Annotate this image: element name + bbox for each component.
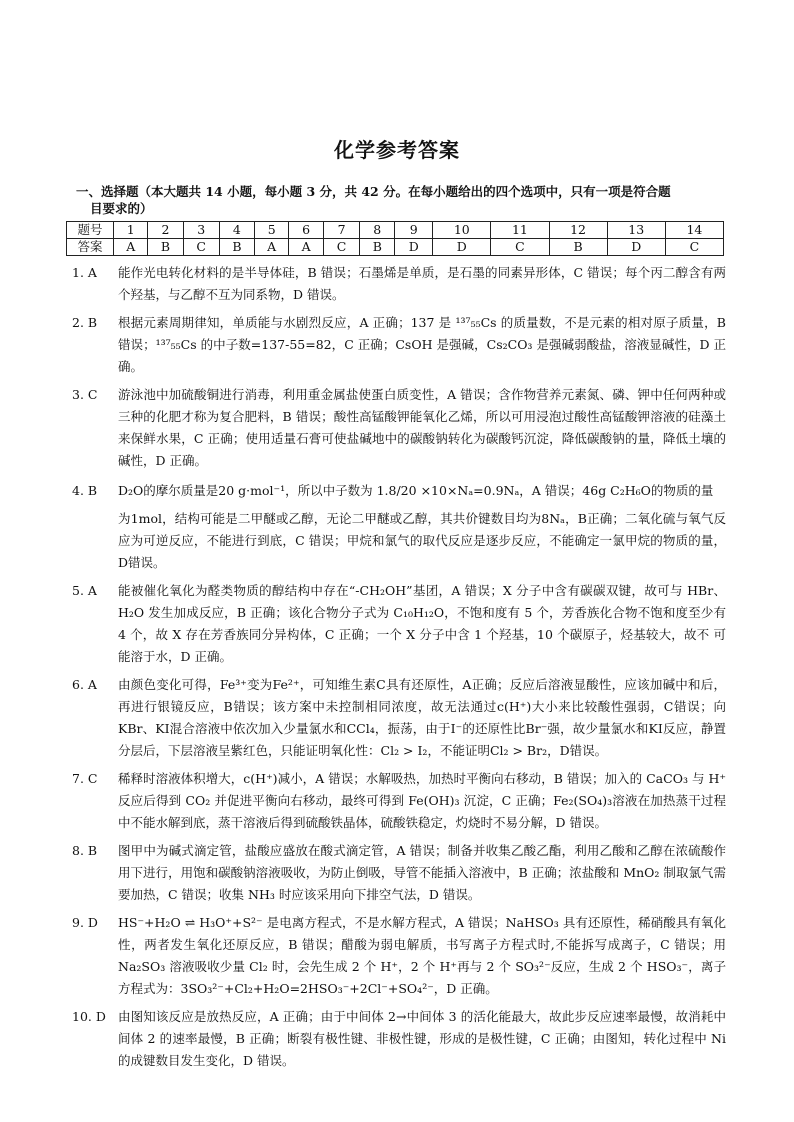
explanation-item-8 xyxy=(72,840,726,906)
item-text: 稀释时溶液体积增大，c(H⁺)减小，A 错误；水解吸热，加热时平衡向右移动，B 错误；加入的 CaCO₃ 与 H⁺反应后得到 CO₂ 并促进平衡向右移动，最终可得到 Fe(OH)₃ 沉淀，C 正确；Fe₂(SO₄)₃溶液在加热蒸干过程中不能水解到底，蒸干溶液后得到硫酸铁晶体，硫酸铁稳定，灼烧时不易分解，D 错误。 xyxy=(118,771,726,830)
answer-cell: B xyxy=(219,239,254,256)
explanation-item-1 xyxy=(72,262,726,306)
answer-cell: A xyxy=(289,239,323,256)
answer-cell: B xyxy=(360,239,395,256)
item-number: 8. B xyxy=(72,843,98,858)
answer-table-answer-label: 答案 xyxy=(67,239,114,256)
question-number: 12 xyxy=(549,222,607,239)
question-number: 14 xyxy=(665,222,723,239)
item-number: 10. D xyxy=(72,1009,106,1024)
question-number: 9 xyxy=(395,222,433,239)
section-heading-line1: 一、选择题（本大题共 14 小题，每小题 3 分，共 42 分。在每小题给出的四个选项中，只有一项是符合题 xyxy=(76,184,671,199)
item-text-continued: 为1mol，结构可能是二甲醚或乙醇，无论二甲醚或乙醇，其共价键数目均为8Nₐ，B正确；二氧化硫与氧气反应为可逆反应，不能进行到底，C 错误；甲烷和氯气的取代反应是逐步反应，不能确定一氯甲烷的物质的量，D错误。 xyxy=(118,511,726,570)
question-number: 5 xyxy=(254,222,288,239)
explanation-item-10 xyxy=(72,1006,726,1072)
question-number: 3 xyxy=(183,222,219,239)
question-number: 7 xyxy=(323,222,359,239)
item-text: 由颜色变化可得，Fe³⁺变为Fe²⁺，可知维生素C具有还原性，A正确；反应后溶液显酸性，应该加碱中和后，再进行银镜反应，B错误；该方案中未控制相同浓度，故无法通过c(H⁺)大小来比较酸性强弱，C错误；向KBr、KI混合溶液中依次加入少量氯水和CCl₄，振荡，由于I⁻的还原性比Br⁻强，故少量氯水和KI反应，静置分层后，下层溶液呈紫红色，只能证明氧化性：Cl₂ > I₂，不能证明Cl₂ > Br₂，D错误。 xyxy=(118,677,726,758)
explanation-item-2 xyxy=(72,312,726,378)
item-number: 2. B xyxy=(72,315,98,330)
item-text: HS⁻+H₂O ⇌ H₃O⁺+S²⁻ 是电离方程式，不是水解方程式，A 错误；NaHSO₃ 具有还原性，稀硝酸具有氧化性，两者发生氧化还原反应，B 错误；醋酸为弱电解质，书写离子方程式时,不能拆写成离子，C 错误；用 Na₂SO₃ 溶液吸收少量 Cl₂ 时，会先生成 2 个 H⁺，2 个 H⁺再与 2 个 SO₃²⁻反应，生成 2 个 HSO₃⁻，离子方程式为：3SO₃²⁻+Cl₂+H₂O=2HSO₃⁻+2Cl⁻+SO₄²⁻，D 正确。 xyxy=(118,915,726,996)
explanation-item-6 xyxy=(72,674,726,762)
answer-cell: D xyxy=(433,239,491,256)
answer-table-answer-row xyxy=(67,239,724,256)
explanation-item-5 xyxy=(72,580,726,668)
question-number: 11 xyxy=(491,222,549,239)
page-title: 化学参考答案 xyxy=(334,138,460,162)
explanation-item-7 xyxy=(72,768,726,834)
item-number: 4. B xyxy=(72,483,98,498)
question-number: 4 xyxy=(219,222,254,239)
explanation-item-3 xyxy=(72,384,726,472)
answer-table xyxy=(66,221,724,256)
item-text: 由图知该反应是放热反应，A 正确；由于中间体 2→中间体 3 的活化能最大，故此步反应速率最慢，故消耗中间体 2 的速率最慢，B 正确；断裂有极性键、非极性键，形成的是极性键，C 正确；由图知，转化过程中 Ni 的成键数目发生变化，D 错误。 xyxy=(118,1009,726,1068)
item-number: 1. A xyxy=(72,265,97,280)
answer-cell: C xyxy=(323,239,359,256)
item-number: 3. C xyxy=(72,387,98,402)
question-number: 13 xyxy=(607,222,665,239)
item-number: 6. A xyxy=(72,677,97,692)
answer-cell: A xyxy=(114,239,148,256)
item-number: 7. C xyxy=(72,771,98,786)
answer-cell: B xyxy=(148,239,183,256)
item-text: 能被催化氧化为醛类物质的醇结构中存在“-CH₂OH”基团，A 错误；X 分子中含有碳碳双键，故可与 HBr、H₂O 发生加成反应，B 正确；该化合物分子式为 C₁₀H₁₂O，不饱和度有 5 个，芳香族化合物不饱和度至少有 4 个，故 X 存在芳香族同分异构体，C 正确；一个 X 分子中含 1 个羟基，10 个碳原子，烃基较大，故不 可能溶于水，D 正确。 xyxy=(118,583,726,664)
explanation-item-9 xyxy=(72,912,726,1000)
answer-cell: C xyxy=(183,239,219,256)
item-text: 游泳池中加硫酸铜进行消毒，利用重金属盐使蛋白质变性，A 错误；含作物营养元素氮、磷、钾中任何两种或三种的化肥才称为复合肥料，B 错误；酸性高锰酸钾能氧化乙烯，所以可用浸泡过酸性高锰酸钾溶液的硅藻土来保鲜水果，C 正确；使用适量石膏可使盐碱地中的碳酸钠转化为碳酸钙沉淀，降低碳酸钠的量，降低土壤的碱性，D 正确。 xyxy=(118,387,726,468)
answer-table-number-row xyxy=(67,222,724,239)
question-number: 1 xyxy=(114,222,148,239)
explanation-list xyxy=(72,262,726,1078)
item-number: 9. D xyxy=(72,915,98,930)
item-text: 能作光电转化材料的是半导体硅，B 错误；石墨烯是单质，是石墨的同素异形体，C 错误；每个丙二醇含有两个羟基，与乙醇不互为同系物，D 错误。 xyxy=(118,265,726,302)
section-heading xyxy=(76,183,724,217)
answer-cell: A xyxy=(254,239,288,256)
answer-cell: D xyxy=(607,239,665,256)
question-number: 2 xyxy=(148,222,183,239)
question-number: 6 xyxy=(289,222,323,239)
item-text: D₂O的摩尔质量是20 g·mol⁻¹，所以中子数为 1.8/20 ×10×Nₐ=0.9Nₐ，A 错误；46g C₂H₆O的物质的量 xyxy=(118,483,714,498)
answer-cell: D xyxy=(395,239,433,256)
answer-cell: C xyxy=(665,239,723,256)
question-number: 10 xyxy=(433,222,491,239)
section-heading-line2: 目要求的） xyxy=(90,201,153,216)
answer-cell: C xyxy=(491,239,549,256)
item-number: 5. A xyxy=(72,583,97,598)
explanation-item-4 xyxy=(72,480,726,574)
answer-table-number-label: 题号 xyxy=(67,222,114,239)
item-text: 根据元素周期律知，单质能与水剧烈反应，A 正确；137 是 ¹³⁷₅₅Cs 的质量数，不是元素的相对原子质量，B 错误；¹³⁷₅₅Cs 的中子数=137-55=82，C 正确；CsOH 是强碱，Cs₂CO₃ 是强碱弱酸盐，溶液显碱性，D 正确。 xyxy=(118,315,726,374)
question-number: 8 xyxy=(360,222,395,239)
item-text: 图甲中为碱式滴定管，盐酸应盛放在酸式滴定管，A 错误；制备并收集乙酸乙酯，利用乙酸和乙醇在浓硫酸作用下进行，用饱和碳酸钠溶液吸收，为防止倒吸，导管不能插入溶液中，B 正确；浓盐酸和 MnO₂ 制取氯气需要加热，C 错误；收集 NH₃ 时应该采用向下排空气法，D 错误。 xyxy=(118,843,726,902)
answer-cell: B xyxy=(549,239,607,256)
